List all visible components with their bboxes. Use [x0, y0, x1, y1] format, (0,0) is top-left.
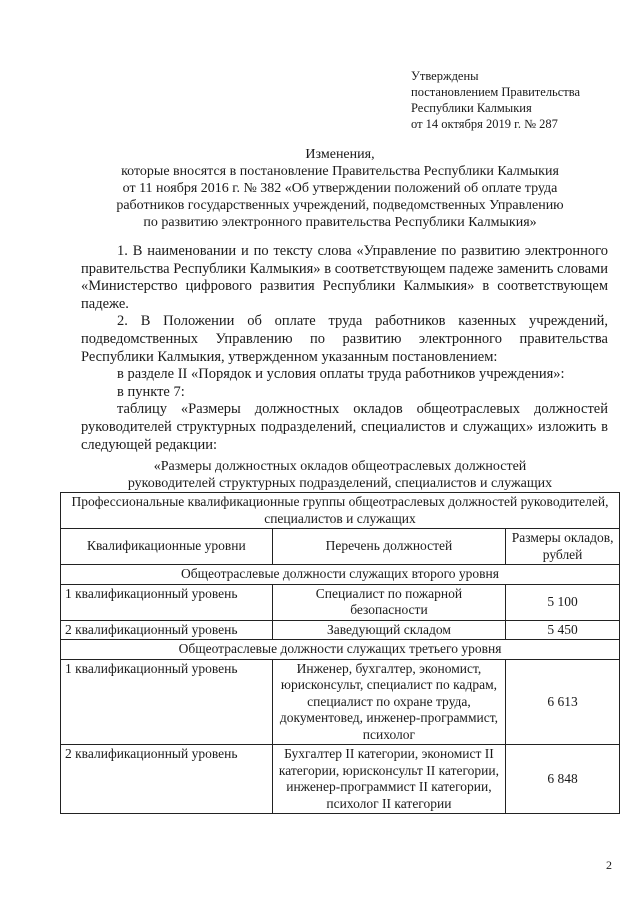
body-text [81, 243, 608, 454]
column-header-levels: Квалификационные уровни [61, 529, 273, 565]
group-header: Общеотраслевые должности служащих третьего уровня [61, 640, 620, 660]
level-cell: 2 квалификационный уровень [61, 745, 273, 814]
salary-cell: 6 848 [506, 745, 620, 814]
paragraph-3: в разделе II «Порядок и условия оплаты труда работников учреждения»: [117, 366, 565, 383]
caption-line: «Размеры должностных окладов общеотраслевых должностей [153, 459, 527, 474]
column-header-salary: Размеры окладов, рублей [506, 529, 620, 565]
level-cell: 1 квалификационный уровень [61, 584, 273, 620]
approval-stamp [411, 68, 580, 132]
table-row [61, 659, 620, 745]
title-line: от 11 ноября 2016 г. № 382 «Об утверждении положений об оплате труда [122, 181, 558, 196]
table-row [61, 745, 620, 814]
paragraph-5: таблицу «Размеры должностных окладов общеотраслевых должностей руководителей структурных подразделений, специалистов и служащих» изложить в следующей редакции: [81, 401, 608, 453]
page-number: 2 [606, 858, 612, 872]
group-header-row [61, 565, 620, 585]
title-line: которые вносятся в постановление Правительства Республики Калмыкия [121, 164, 559, 179]
table-row [61, 620, 620, 640]
document-title [60, 146, 620, 231]
salary-cell: 5 100 [506, 584, 620, 620]
level-cell: 1 квалификационный уровень [61, 659, 273, 745]
positions-cell: Бухгалтер II категории, экономист II категории, юрисконсульт II категории, инженер-программист II категории, психолог II категории [272, 745, 506, 814]
group-header: Общеотраслевые должности служащих второго уровня [61, 565, 620, 585]
caption-line: руководителей структурных подразделений, специалистов и служащих [127, 476, 553, 491]
title-line: по развитию электронного правительства Республики Калмыкия» [143, 215, 537, 230]
approval-line: постановлением Правительства [411, 85, 581, 99]
paragraph-4: в пункте 7: [117, 383, 185, 400]
table-main-header: Профессиональные квалификационные группы общеотраслевых должностей руководителей, специалистов и служащих [61, 493, 620, 529]
paragraph-1: 1. В наименовании и по тексту слова «Управление по развитию электронного правительства Республики Калмыкия» в соответствующем падеже заменить словами «Министерство цифрового развития Республики Калмыкия» в соответствующем падеже. [81, 243, 608, 312]
table-caption [60, 458, 620, 492]
approval-line: Утверждены [411, 69, 479, 83]
paragraph-2: 2. В Положении об оплате труда работников казенных учреждений, подведомственных Управлению по развитию электронного правительства Республики Калмыкия, утвержденном указанным постановлением: [81, 313, 608, 365]
positions-cell: Заведующий складом [272, 620, 506, 640]
approval-line: Республики Калмыкия [411, 101, 532, 115]
salary-cell: 5 450 [506, 620, 620, 640]
salary-cell: 6 613 [506, 659, 620, 745]
positions-cell: Специалист по пожарной безопасности [272, 584, 506, 620]
table-header-row [61, 493, 620, 529]
positions-cell: Инженер, бухгалтер, экономист, юрисконсульт, специалист по кадрам, специалист по охране труда, документовед, инженер-программист, психолог [272, 659, 506, 745]
title-line: Изменения, [305, 147, 375, 162]
group-header-row [61, 640, 620, 660]
salary-table [60, 492, 620, 814]
table-row [61, 584, 620, 620]
title-line: работников государственных учреждений, подведомственных Управлению [116, 198, 564, 213]
column-header-positions: Перечень должностей [272, 529, 506, 565]
level-cell: 2 квалификационный уровень [61, 620, 273, 640]
approval-line: от 14 октября 2019 г. № 287 [411, 117, 558, 131]
table-column-header-row [61, 529, 620, 565]
